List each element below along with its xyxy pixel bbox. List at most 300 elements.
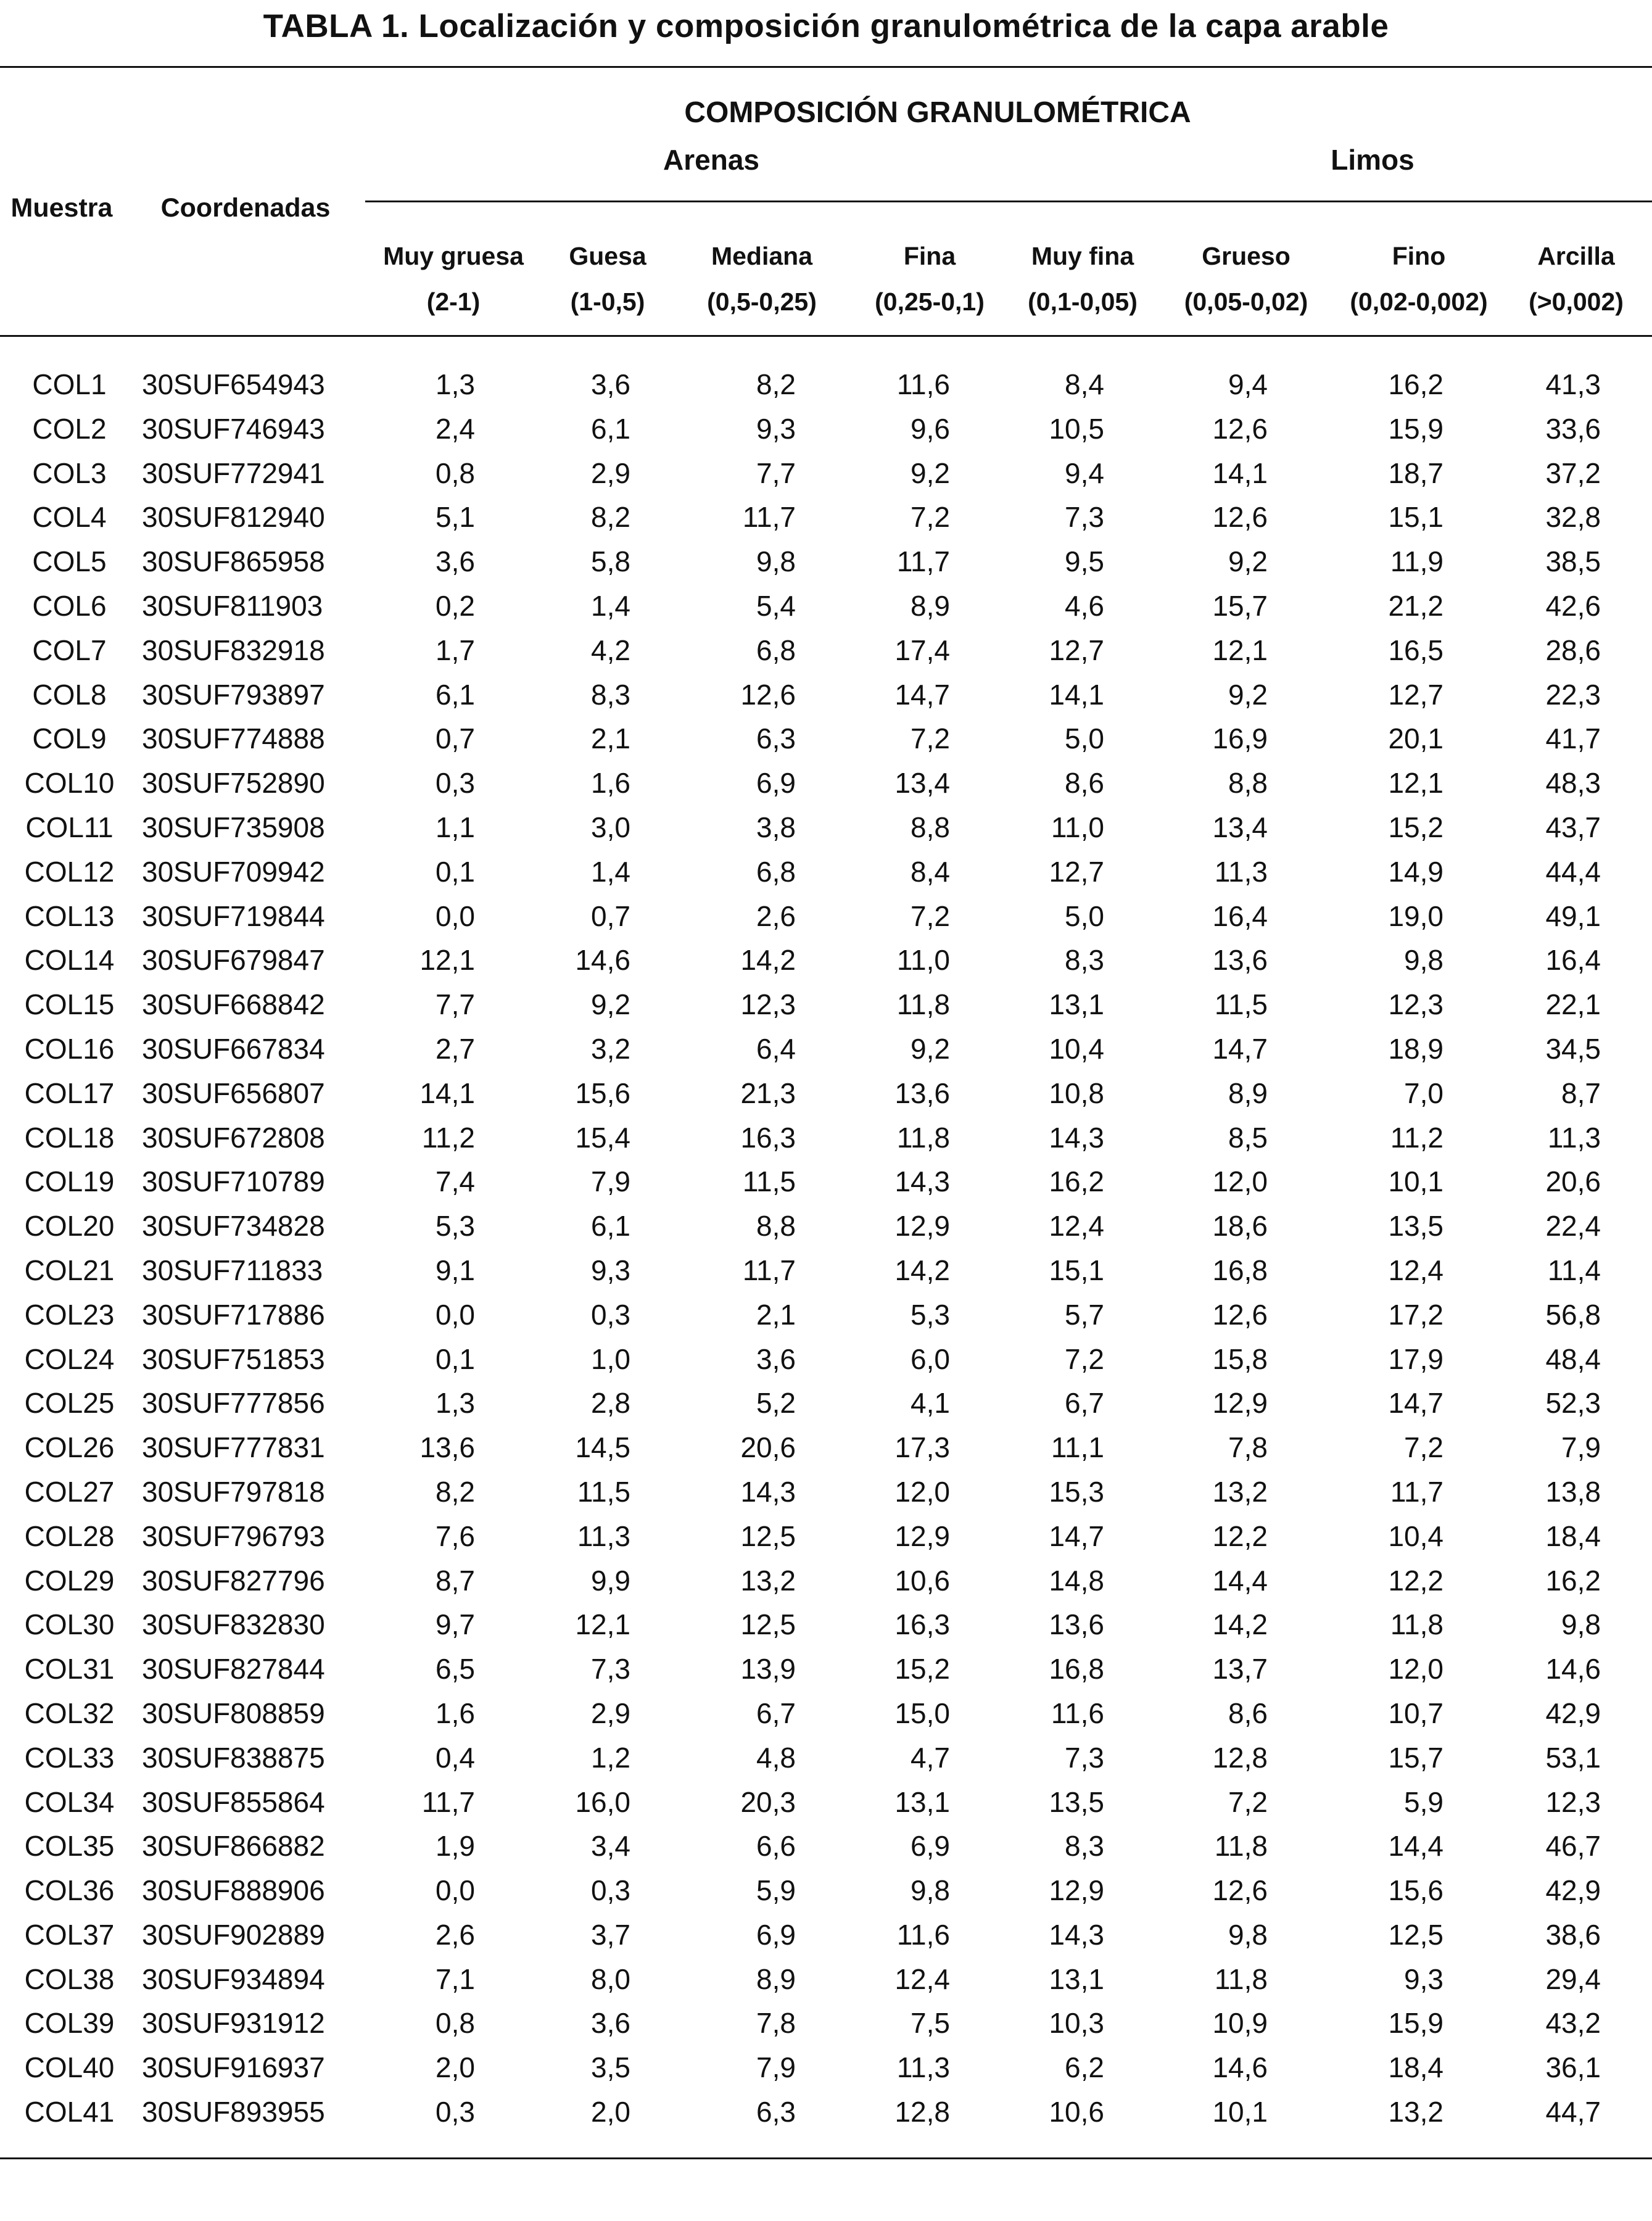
cell-guesa: 2,9: [591, 1697, 630, 1729]
cell-mediana: 20,3: [740, 1785, 796, 1818]
cell-guesa: 9,2: [591, 988, 630, 1021]
cell-sample-id: COL37: [24, 1918, 115, 1951]
cell-sample-id: COL1: [32, 368, 107, 400]
cell-fino: 15,6: [1388, 1874, 1443, 1907]
cell-fino: 13,5: [1388, 1210, 1443, 1243]
cell-arcilla: 36,1: [1545, 2051, 1601, 2084]
cell-fino: 19,0: [1388, 900, 1443, 932]
cell-muy-gruesa: 6,5: [436, 1653, 475, 1685]
table-row: [0, 806, 1652, 850]
cell-coordinates: 30SUF777856: [142, 1387, 325, 1420]
col-header-mediana: [707, 233, 817, 325]
table-row: [0, 1869, 1652, 1913]
cell-coordinates: 30SUF711833: [142, 1254, 323, 1286]
cell-fino: 10,7: [1388, 1697, 1443, 1729]
cell-fino: 11,7: [1390, 1475, 1443, 1508]
cell-muy-gruesa: 11,2: [421, 1121, 475, 1154]
cell-fino: 11,8: [1390, 1608, 1443, 1641]
cell-fino: 7,2: [1404, 1431, 1443, 1464]
cell-muy-gruesa: 0,1: [436, 855, 475, 888]
cell-guesa: 6,1: [591, 1210, 630, 1243]
cell-arcilla: 22,3: [1545, 678, 1601, 711]
cell-mediana: 6,3: [756, 722, 796, 755]
cell-muy-gruesa: 2,0: [436, 2051, 475, 2084]
cell-guesa: 2,0: [591, 2096, 630, 2128]
col-header-name: Grueso: [1202, 242, 1291, 270]
cell-guesa: 8,0: [591, 1963, 630, 1995]
cell-fina: 11,3: [896, 2051, 950, 2084]
cell-fino: 10,1: [1388, 1165, 1443, 1198]
cell-guesa: 3,6: [591, 2007, 630, 2040]
table-title: TABLA 1. Localización y composición granulométrica de la capa arable: [263, 8, 1389, 44]
col-header-range: (0,1-0,05): [1028, 287, 1138, 316]
cell-arcilla: 42,9: [1545, 1697, 1601, 1729]
cell-coordinates: 30SUF827844: [142, 1653, 325, 1685]
cell-fino: 16,2: [1388, 368, 1443, 400]
cell-fina: 16,3: [894, 1608, 950, 1641]
table-row: [0, 1824, 1652, 1869]
header-rule: [0, 335, 1652, 337]
cell-mediana: 4,8: [756, 1741, 796, 1774]
cell-guesa: 0,3: [591, 1874, 630, 1907]
cell-coordinates: 30SUF838875: [142, 1741, 325, 1774]
cell-mediana: 12,5: [740, 1520, 796, 1552]
col-header-name: Muy fina: [1031, 242, 1134, 270]
cell-fina: 11,7: [896, 545, 950, 578]
cell-fino: 15,9: [1388, 412, 1443, 445]
cell-grueso: 12,8: [1212, 1741, 1268, 1774]
cell-grueso: 12,6: [1212, 1298, 1268, 1331]
cell-coordinates: 30SUF709942: [142, 855, 325, 888]
cell-guesa: 1,4: [591, 589, 630, 622]
cell-grueso: 14,4: [1212, 1564, 1268, 1597]
col-header-name: Arcilla: [1537, 242, 1615, 270]
cell-fino: 14,4: [1388, 1830, 1443, 1863]
cell-arcilla: 22,1: [1545, 988, 1601, 1021]
cell-arcilla: 41,7: [1545, 722, 1601, 755]
cell-arcilla: 22,4: [1545, 1210, 1601, 1243]
table-row: [0, 1072, 1652, 1116]
cell-arcilla: 37,2: [1545, 457, 1601, 489]
cell-fina: 12,0: [894, 1475, 950, 1508]
cell-muy-fina: 14,3: [1049, 1121, 1104, 1154]
cell-sample-id: COL7: [32, 634, 107, 666]
cell-fina: 7,5: [911, 2007, 950, 2040]
cell-muy-fina: 7,3: [1065, 1741, 1104, 1774]
cell-fino: 12,3: [1388, 988, 1443, 1021]
cell-arcilla: 48,3: [1545, 767, 1601, 800]
cell-muy-gruesa: 9,7: [436, 1608, 475, 1641]
cell-grueso: 18,6: [1212, 1210, 1268, 1243]
cell-sample-id: COL2: [32, 412, 107, 445]
cell-mediana: 16,3: [740, 1121, 796, 1154]
cell-grueso: 9,2: [1228, 545, 1268, 578]
cell-guesa: 3,2: [591, 1032, 630, 1065]
cell-coordinates: 30SUF808859: [142, 1697, 325, 1729]
cell-muy-gruesa: 2,7: [436, 1032, 475, 1065]
cell-arcilla: 49,1: [1545, 900, 1601, 932]
cell-fina: 13,1: [894, 1785, 950, 1818]
cell-arcilla: 53,1: [1545, 1741, 1601, 1774]
cell-fina: 11,8: [896, 1121, 950, 1154]
cell-muy-gruesa: 0,4: [436, 1741, 475, 1774]
cell-mediana: 14,2: [740, 944, 796, 977]
cell-muy-fina: 5,0: [1065, 722, 1104, 755]
cell-arcilla: 13,8: [1545, 1475, 1601, 1508]
cell-muy-gruesa: 2,6: [436, 1918, 475, 1951]
cell-fino: 16,5: [1388, 634, 1443, 666]
cell-coordinates: 30SUF667834: [142, 1032, 325, 1065]
cell-fina: 17,3: [894, 1431, 950, 1464]
cell-muy-fina: 6,7: [1065, 1387, 1104, 1420]
cell-coordinates: 30SUF796793: [142, 1520, 325, 1552]
cell-mediana: 9,8: [756, 545, 796, 578]
cell-coordinates: 30SUF719844: [142, 900, 325, 932]
cell-mediana: 3,8: [756, 811, 796, 843]
cell-arcilla: 32,8: [1545, 501, 1601, 534]
cell-sample-id: COL38: [24, 1963, 115, 1995]
cell-fino: 12,2: [1388, 1564, 1443, 1597]
table-row: [0, 629, 1652, 673]
cell-fina: 9,2: [911, 457, 950, 489]
table-row: [0, 1559, 1652, 1603]
cell-mediana: 6,3: [756, 2096, 796, 2128]
cell-guesa: 1,2: [591, 1741, 630, 1774]
table-row: [0, 407, 1652, 452]
table-row: [0, 1913, 1652, 1958]
cell-fino: 11,2: [1390, 1121, 1443, 1154]
cell-grueso: 14,6: [1212, 2051, 1268, 2084]
cell-fina: 6,0: [911, 1342, 950, 1375]
cell-muy-fina: 16,8: [1049, 1653, 1104, 1685]
cell-grueso: 12,6: [1212, 1874, 1268, 1907]
cell-muy-fina: 5,7: [1065, 1298, 1104, 1331]
cell-muy-gruesa: 13,6: [419, 1431, 475, 1464]
cell-fina: 10,6: [894, 1564, 950, 1597]
cell-arcilla: 16,4: [1545, 944, 1601, 977]
header-muestra: Muestra: [10, 193, 113, 223]
cell-fino: 12,1: [1388, 767, 1443, 800]
cell-guesa: 11,3: [577, 1520, 630, 1552]
cell-mediana: 6,9: [756, 767, 796, 800]
table-row: [0, 895, 1652, 939]
cell-fino: 15,2: [1388, 811, 1443, 843]
cell-grueso: 12,6: [1212, 412, 1268, 445]
cell-arcilla: 12,3: [1545, 1785, 1601, 1818]
cell-coordinates: 30SUF751853: [142, 1342, 325, 1375]
table-row: [0, 495, 1652, 540]
cell-grueso: 12,1: [1212, 634, 1268, 666]
cell-muy-fina: 10,5: [1049, 412, 1104, 445]
cell-guesa: 4,2: [591, 634, 630, 666]
cell-mediana: 21,3: [740, 1077, 796, 1109]
cell-mediana: 2,1: [756, 1298, 796, 1331]
cell-arcilla: 28,6: [1545, 634, 1601, 666]
cell-muy-fina: 7,3: [1065, 501, 1104, 534]
cell-muy-fina: 8,3: [1065, 1830, 1104, 1863]
table-row: [0, 452, 1652, 496]
cell-fino: 18,9: [1388, 1032, 1443, 1065]
cell-grueso: 9,8: [1228, 1918, 1268, 1951]
cell-grueso: 13,2: [1212, 1475, 1268, 1508]
subgroup-arenas: Arenas: [663, 144, 759, 176]
cell-arcilla: 11,3: [1547, 1121, 1601, 1154]
cell-fino: 9,3: [1404, 1963, 1443, 1995]
cell-mediana: 6,8: [756, 855, 796, 888]
cell-muy-fina: 14,3: [1049, 1918, 1104, 1951]
cell-fino: 17,9: [1388, 1342, 1443, 1375]
cell-guesa: 1,6: [591, 767, 630, 800]
col-header-range: (0,05-0,02): [1184, 287, 1308, 316]
cell-mediana: 9,3: [756, 412, 796, 445]
cell-guesa: 0,3: [591, 1298, 630, 1331]
cell-sample-id: COL3: [32, 457, 107, 489]
cell-muy-gruesa: 5,1: [436, 501, 475, 534]
cell-arcilla: 56,8: [1545, 1298, 1601, 1331]
table-row: [0, 1381, 1652, 1426]
cell-grueso: 10,1: [1212, 2096, 1268, 2128]
cell-fina: 7,2: [911, 722, 950, 755]
cell-muy-fina: 13,6: [1049, 1608, 1104, 1641]
cell-mediana: 7,7: [756, 457, 796, 489]
cell-grueso: 15,8: [1212, 1342, 1268, 1375]
cell-guesa: 9,9: [591, 1564, 630, 1597]
cell-coordinates: 30SUF931912: [142, 2007, 325, 2040]
cell-mediana: 5,4: [756, 589, 796, 622]
cell-muy-gruesa: 0,2: [436, 589, 475, 622]
cell-sample-id: COL10: [24, 767, 115, 800]
cell-fina: 11,0: [896, 944, 950, 977]
cell-arcilla: 7,9: [1561, 1431, 1601, 1464]
col-header-range: (0,25-0,1): [875, 287, 985, 316]
cell-muy-gruesa: 1,9: [436, 1830, 475, 1863]
cell-fina: 12,8: [894, 2096, 950, 2128]
cell-muy-gruesa: 1,3: [436, 1387, 475, 1420]
cell-sample-id: COL30: [24, 1608, 115, 1641]
cell-muy-fina: 10,6: [1049, 2096, 1104, 2128]
cell-mediana: 5,9: [756, 1874, 796, 1907]
cell-guesa: 3,4: [591, 1830, 630, 1863]
col-header-range: (0,02-0,002): [1350, 287, 1488, 316]
cell-sample-id: COL5: [32, 545, 107, 578]
cell-muy-fina: 11,1: [1051, 1431, 1104, 1464]
cell-muy-gruesa: 7,6: [436, 1520, 475, 1552]
cell-grueso: 11,8: [1214, 1830, 1268, 1863]
cell-fina: 12,9: [894, 1520, 950, 1552]
cell-sample-id: COL26: [24, 1431, 115, 1464]
cell-grueso: 8,5: [1228, 1121, 1268, 1154]
cell-sample-id: COL28: [24, 1520, 115, 1552]
cell-coordinates: 30SUF855864: [142, 1785, 325, 1818]
cell-muy-gruesa: 12,1: [419, 944, 475, 977]
cell-guesa: 6,1: [591, 412, 630, 445]
cell-fino: 15,7: [1388, 1741, 1443, 1774]
cell-mediana: 7,9: [756, 2051, 796, 2084]
subgroup-limos: Limos: [1331, 144, 1415, 176]
cell-mediana: 8,2: [756, 368, 796, 400]
cell-sample-id: COL6: [32, 589, 107, 622]
group-header: COMPOSICIÓN GRANULOMÉTRICA: [684, 96, 1191, 129]
cell-fino: 18,4: [1388, 2051, 1443, 2084]
cell-sample-id: COL32: [24, 1697, 115, 1729]
cell-guesa: 2,9: [591, 457, 630, 489]
cell-muy-gruesa: 8,7: [436, 1564, 475, 1597]
cell-muy-fina: 5,0: [1065, 900, 1104, 932]
col-header-guesa: [569, 233, 646, 325]
cell-muy-fina: 10,3: [1049, 2007, 1104, 2040]
cell-muy-fina: 9,5: [1065, 545, 1104, 578]
table-row: [0, 1470, 1652, 1515]
cell-grueso: 8,9: [1228, 1077, 1268, 1109]
cell-muy-fina: 8,4: [1065, 368, 1104, 400]
cell-fina: 15,2: [894, 1653, 950, 1685]
cell-fina: 13,6: [894, 1077, 950, 1109]
table-row: [0, 1160, 1652, 1204]
cell-fina: 9,6: [911, 412, 950, 445]
cell-coordinates: 30SUF772941: [142, 457, 325, 489]
cell-fina: 9,8: [911, 1874, 950, 1907]
cell-sample-id: COL29: [24, 1564, 115, 1597]
cell-sample-id: COL24: [24, 1342, 115, 1375]
cell-muy-fina: 4,6: [1065, 589, 1104, 622]
cell-arcilla: 33,6: [1545, 412, 1601, 445]
cell-fina: 14,2: [894, 1254, 950, 1286]
table-row: [0, 2001, 1652, 2046]
cell-muy-fina: 12,7: [1049, 634, 1104, 666]
cell-fina: 14,3: [894, 1165, 950, 1198]
table-row: [0, 1603, 1652, 1647]
cell-muy-gruesa: 0,3: [436, 2096, 475, 2128]
cell-mediana: 7,8: [756, 2007, 796, 2040]
table-row: [0, 1027, 1652, 1072]
bottom-rule: [0, 2157, 1652, 2159]
table-row: [0, 1293, 1652, 1338]
cell-arcilla: 8,7: [1561, 1077, 1601, 1109]
table-body: [0, 363, 1652, 2135]
cell-grueso: 8,8: [1228, 767, 1268, 800]
cell-guesa: 3,5: [591, 2051, 630, 2084]
cell-muy-fina: 10,4: [1049, 1032, 1104, 1065]
cell-grueso: 14,7: [1212, 1032, 1268, 1065]
cell-arcilla: 38,6: [1545, 1918, 1601, 1951]
col-header-range: (2-1): [426, 287, 481, 316]
cell-muy-fina: 9,4: [1065, 457, 1104, 489]
cell-muy-fina: 15,1: [1049, 1254, 1104, 1286]
cell-fino: 12,7: [1388, 678, 1443, 711]
cell-sample-id: COL17: [24, 1077, 115, 1109]
cell-fina: 14,7: [894, 678, 950, 711]
cell-muy-fina: 16,2: [1049, 1165, 1104, 1198]
cell-fina: 12,9: [894, 1210, 950, 1243]
cell-guesa: 16,0: [575, 1785, 630, 1818]
cell-guesa: 0,7: [591, 900, 630, 932]
cell-muy-gruesa: 8,2: [436, 1475, 475, 1508]
col-header-range: (>0,002): [1529, 287, 1624, 316]
cell-sample-id: COL33: [24, 1741, 115, 1774]
col-header-muy-gruesa: [383, 233, 524, 325]
col-header-fina: [875, 233, 985, 325]
table-row: [0, 1647, 1652, 1692]
table-row: [0, 1249, 1652, 1293]
cell-fina: 17,4: [894, 634, 950, 666]
cell-sample-id: COL13: [24, 900, 115, 932]
cell-coordinates: 30SUF832830: [142, 1608, 325, 1641]
cell-coordinates: 30SUF934894: [142, 1963, 325, 1995]
cell-fino: 21,2: [1388, 589, 1443, 622]
cell-guesa: 15,4: [575, 1121, 630, 1154]
table-row: [0, 540, 1652, 584]
cell-grueso: 9,2: [1228, 678, 1268, 711]
cell-muy-gruesa: 5,3: [436, 1210, 475, 1243]
cell-muy-fina: 8,6: [1065, 767, 1104, 800]
cell-mediana: 3,6: [756, 1342, 796, 1375]
cell-fino: 12,0: [1388, 1653, 1443, 1685]
cell-guesa: 2,8: [591, 1387, 630, 1420]
cell-arcilla: 42,6: [1545, 589, 1601, 622]
col-header-name: Mediana: [711, 242, 813, 270]
cell-fina: 5,3: [911, 1298, 950, 1331]
col-header-range: (0,5-0,25): [707, 287, 817, 316]
cell-guesa: 1,0: [591, 1342, 630, 1375]
cell-fina: 4,1: [911, 1387, 950, 1420]
cell-sample-id: COL31: [24, 1653, 115, 1685]
table-row: [0, 2090, 1652, 2135]
cell-coordinates: 30SUF832918: [142, 634, 325, 666]
table-row: [0, 850, 1652, 895]
cell-fino: 12,5: [1388, 1918, 1443, 1951]
cell-muy-gruesa: 0,0: [436, 900, 475, 932]
cell-fina: 4,7: [911, 1741, 950, 1774]
cell-fino: 13,2: [1388, 2096, 1443, 2128]
cell-mediana: 11,7: [742, 501, 796, 534]
subheader-rule: [365, 201, 1652, 202]
cell-sample-id: COL35: [24, 1830, 115, 1863]
table-row: [0, 584, 1652, 629]
cell-muy-gruesa: 11,7: [421, 1785, 475, 1818]
cell-muy-fina: 13,1: [1049, 1963, 1104, 1995]
cell-coordinates: 30SUF710789: [142, 1165, 325, 1198]
cell-coordinates: 30SUF812940: [142, 501, 325, 534]
cell-fina: 8,4: [911, 855, 950, 888]
cell-muy-gruesa: 0,8: [436, 457, 475, 489]
cell-muy-gruesa: 0,7: [436, 722, 475, 755]
cell-fino: 5,9: [1404, 1785, 1443, 1818]
cell-coordinates: 30SUF668842: [142, 988, 325, 1021]
cell-muy-fina: 14,7: [1049, 1520, 1104, 1552]
cell-guesa: 7,3: [591, 1653, 630, 1685]
table-row: [0, 363, 1652, 407]
cell-mediana: 12,6: [740, 678, 796, 711]
cell-coordinates: 30SUF866882: [142, 1830, 325, 1863]
cell-fino: 15,1: [1388, 501, 1443, 534]
cell-sample-id: COL9: [32, 722, 107, 755]
cell-guesa: 2,1: [591, 722, 630, 755]
cell-mediana: 11,5: [742, 1165, 796, 1198]
cell-fino: 9,8: [1404, 944, 1443, 977]
col-header-fino: [1350, 233, 1487, 325]
cell-fina: 11,8: [896, 988, 950, 1021]
cell-muy-fina: 15,3: [1049, 1475, 1104, 1508]
cell-fina: 13,4: [894, 767, 950, 800]
cell-mediana: 12,5: [740, 1608, 796, 1641]
cell-muy-gruesa: 1,7: [436, 634, 475, 666]
cell-guesa: 3,0: [591, 811, 630, 843]
table-row: [0, 1204, 1652, 1249]
cell-fina: 7,2: [911, 501, 950, 534]
table-row: [0, 983, 1652, 1027]
cell-guesa: 1,4: [591, 855, 630, 888]
col-header-arcilla: [1529, 233, 1624, 325]
